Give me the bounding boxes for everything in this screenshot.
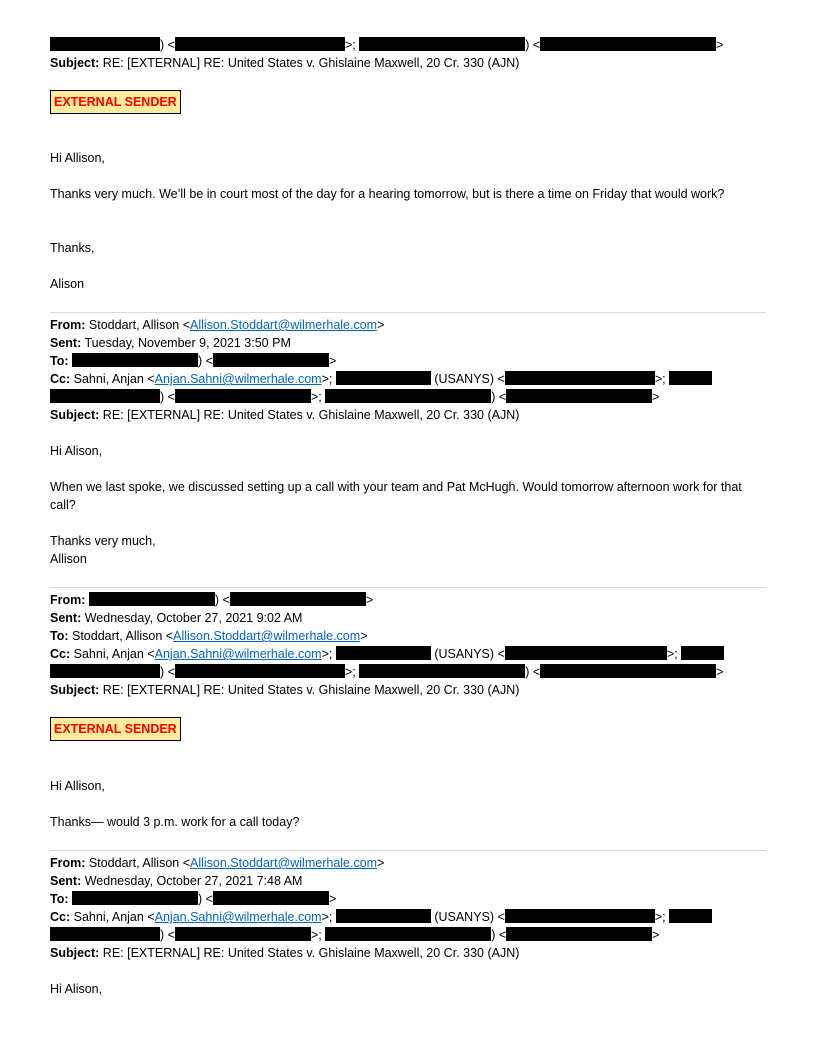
email-link[interactable]: Allison.Stoddart@wilmerhale.com <box>173 629 361 643</box>
redaction-box <box>540 664 716 678</box>
cc-line-continued: ) < >; ) < > <box>50 927 659 943</box>
email-link[interactable]: Anjan.Sahni@wilmerhale.com <box>154 647 322 661</box>
sent-line: Sent: Wednesday, October 27, 2021 9:02 AM <box>50 611 303 625</box>
redaction-box <box>50 389 160 403</box>
cc-line-continued: ) < >; ) < > <box>50 664 723 680</box>
subject-line: Subject: RE: [EXTERNAL] RE: United States v. Ghislaine Maxwell, 20 Cr. 330 (AJN) <box>50 683 520 697</box>
message-divider <box>50 850 766 851</box>
cc-line: Cc: Sahni, Anjan <Anjan.Sahni@wilmerhale.com>; (USANYS) < >; <box>50 909 712 925</box>
redaction-box <box>230 592 366 606</box>
signature: Allison <box>50 552 87 566</box>
redaction-box <box>213 353 329 367</box>
top-subject-line: Subject: RE: [EXTERNAL] RE: United States v. Ghislaine Maxwell, 20 Cr. 330 (AJN) <box>50 56 520 70</box>
redaction-box <box>336 371 431 385</box>
external-sender-banner: EXTERNAL SENDER <box>50 717 181 741</box>
cc-line-continued: ) < >; ) < > <box>50 389 659 405</box>
to-line: To: ) < > <box>50 892 337 906</box>
greeting: Hi Alison, <box>50 982 103 996</box>
email-link[interactable]: Anjan.Sahni@wilmerhale.com <box>154 910 322 924</box>
redaction-box <box>336 909 431 923</box>
redaction-box <box>325 927 491 941</box>
external-sender-banner: EXTERNAL SENDER <box>50 90 181 114</box>
from-line: From: ) < > <box>50 593 374 607</box>
greeting: Hi Alison, <box>50 444 103 458</box>
from-line: From: Stoddart, Allison <Allison.Stoddart@wilmerhale.com> <box>50 318 385 332</box>
subject-line: Subject: RE: [EXTERNAL] RE: United States v. Ghislaine Maxwell, 20 Cr. 330 (AJN) <box>50 408 520 422</box>
email-link[interactable]: Anjan.Sahni@wilmerhale.com <box>154 372 322 386</box>
redaction-box <box>505 646 667 660</box>
redaction-box <box>50 37 160 51</box>
email-link[interactable]: Allison.Stoddart@wilmerhale.com <box>190 318 378 332</box>
message-body: Thanks— would 3 p.m. work for a call today? <box>50 815 300 829</box>
sent-line: Sent: Wednesday, October 27, 2021 7:48 AM <box>50 874 303 888</box>
redaction-box <box>213 891 329 905</box>
to-line: To: Stoddart, Allison <Allison.Stoddart@wilmerhale.com> <box>50 629 368 643</box>
redaction-box <box>72 353 198 367</box>
message-body: When we last spoke, we discussed setting up a call with your team and Pat McHugh. Would tomorrow afternoon work for that call? <box>50 480 742 512</box>
redaction-box <box>506 927 652 941</box>
cc-line: Cc: Sahni, Anjan <Anjan.Sahni@wilmerhale.com>; (USANYS) < >; <box>50 371 712 387</box>
redaction-box <box>336 646 431 660</box>
subject-line: Subject: RE: [EXTERNAL] RE: United States v. Ghislaine Maxwell, 20 Cr. 330 (AJN) <box>50 946 520 960</box>
sent-line: Sent: Tuesday, November 9, 2021 3:50 PM <box>50 336 291 350</box>
email-link[interactable]: Allison.Stoddart@wilmerhale.com <box>190 856 378 870</box>
redaction-box <box>359 664 525 678</box>
redaction-box <box>506 389 652 403</box>
redaction-box <box>175 927 311 941</box>
greeting: Hi Allison, <box>50 151 105 165</box>
redaction-box <box>89 592 215 606</box>
closing: Thanks, <box>50 241 95 255</box>
message-divider <box>50 312 766 313</box>
redaction-box <box>72 891 198 905</box>
redaction-box <box>359 37 525 51</box>
message-divider <box>50 587 766 588</box>
cc-line: Cc: Sahni, Anjan <Anjan.Sahni@wilmerhale.com>; (USANYS) < >; <box>50 646 724 662</box>
redaction-box <box>175 37 345 51</box>
redaction-box <box>505 909 655 923</box>
redaction-box <box>669 371 712 385</box>
redaction-box <box>505 371 655 385</box>
closing: Thanks very much, <box>50 534 156 548</box>
redaction-box <box>175 389 311 403</box>
signature: Alison <box>50 277 85 291</box>
top-recipients-line: ) < >; ) < > <box>50 37 723 53</box>
from-line: From: Stoddart, Allison <Allison.Stoddart@wilmerhale.com> <box>50 856 385 870</box>
redaction-box <box>325 389 491 403</box>
redaction-box <box>540 37 716 51</box>
redaction-box <box>50 664 160 678</box>
redaction-box <box>669 909 712 923</box>
redaction-box <box>50 927 160 941</box>
redaction-box <box>681 646 724 660</box>
greeting: Hi Allison, <box>50 779 105 793</box>
redaction-box <box>175 664 345 678</box>
message-body: Thanks very much. We’ll be in court most of the day for a hearing tomorrow, but is there a time on Friday that would work? <box>50 187 725 201</box>
to-line: To: ) < > <box>50 354 337 368</box>
